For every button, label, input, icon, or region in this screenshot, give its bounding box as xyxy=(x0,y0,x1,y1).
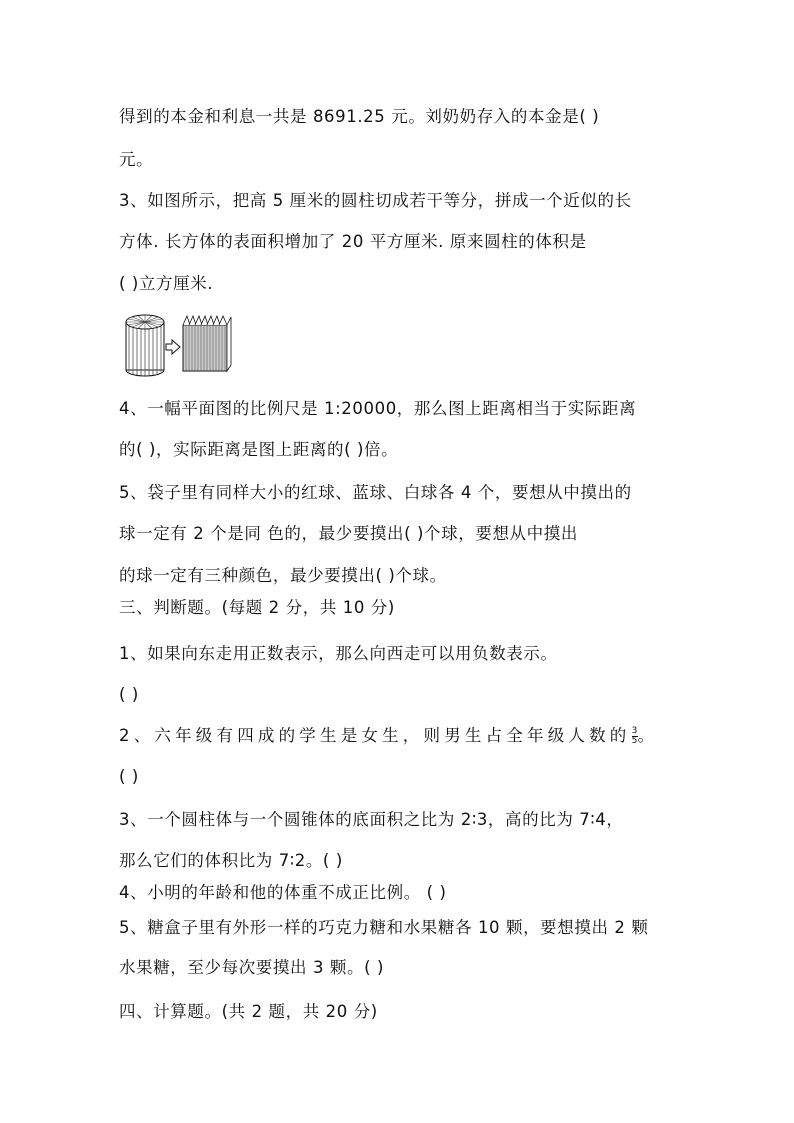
judge-2-text-body: 2、六年级有四成的学生是女生，则男生占全年级人数的 xyxy=(119,726,631,745)
arrow-right-icon xyxy=(166,340,180,354)
q3-text-line-2: 方体. 长方体的表面积增加了 20 平方厘米. 原来圆柱的体积是 xyxy=(119,232,587,251)
judge-4-text: 4、小明的年龄和他的体重不成正比例。 ( ) xyxy=(119,883,447,902)
section-3-heading: 三、判断题。(每题 2 分，共 10 分) xyxy=(119,598,395,617)
cuboid-icon xyxy=(183,316,231,371)
q5-text-line-1: 5、袋子里有同样大小的红球、蓝球、白球各 4 个，要想从中摸出的 xyxy=(119,483,632,502)
section-4-heading: 四、计算题。(共 2 题，共 20 分) xyxy=(119,1002,378,1021)
q4-text-line-2: 的( )，实际距离是图上距离的( )倍。 xyxy=(119,440,399,459)
judge-2-end-mark: 。 xyxy=(637,726,659,745)
judge-3-text-line-1: 3、一个圆柱体与一个圆锥体的底面积之比为 2∶3，高的比为 7∶4， xyxy=(119,810,624,829)
fraction-numerator: 3 xyxy=(631,726,638,736)
fraction-denominator: 5 xyxy=(631,736,638,746)
q2-text-line-2: 元。 xyxy=(119,150,154,169)
cylinder-icon xyxy=(126,315,164,376)
judge-1-text: 1、如果向东走用正数表示，那么向西走可以用负数表示。 xyxy=(119,644,558,663)
judge-1-answer-bracket: ( ) xyxy=(119,685,139,704)
q5-text-line-3: 的球一定有三种颜色，最少要摸出( )个球。 xyxy=(119,566,447,585)
judge-2-answer-bracket: ( ) xyxy=(119,767,139,786)
cylinder-to-cuboid-figure xyxy=(124,313,234,377)
q3-text-line-1: 3、如图所示，把高 5 厘米的圆柱切成若干等分，拼成一个近似的长 xyxy=(119,191,632,210)
q2-text-line-1: 得到的本金和利息一共是 8691.25 元。刘奶奶存入的本金是( ) xyxy=(119,107,600,126)
q5-text-line-2: 球一定有 2 个是同 色的，最少要摸出( )个球，要想从中摸出 xyxy=(119,524,578,543)
judge-3-text-line-2: 那么它们的体积比为 7∶2。( ) xyxy=(119,851,343,870)
q4-text-line-1: 4、一幅平面图的比例尺是 1:20000，那么图上距离相当于实际距离 xyxy=(119,399,637,418)
judge-5-text-line-1: 5、糖盒子里有外形一样的巧克力糖和水果糖各 10 颗，要想摸出 2 颗 xyxy=(119,918,649,937)
judge-2-text xyxy=(119,726,658,746)
judge-5-text-line-2: 水果糖，至少每次要摸出 3 颗。( ) xyxy=(119,958,385,977)
q3-text-line-3: ( )立方厘米. xyxy=(119,274,214,293)
